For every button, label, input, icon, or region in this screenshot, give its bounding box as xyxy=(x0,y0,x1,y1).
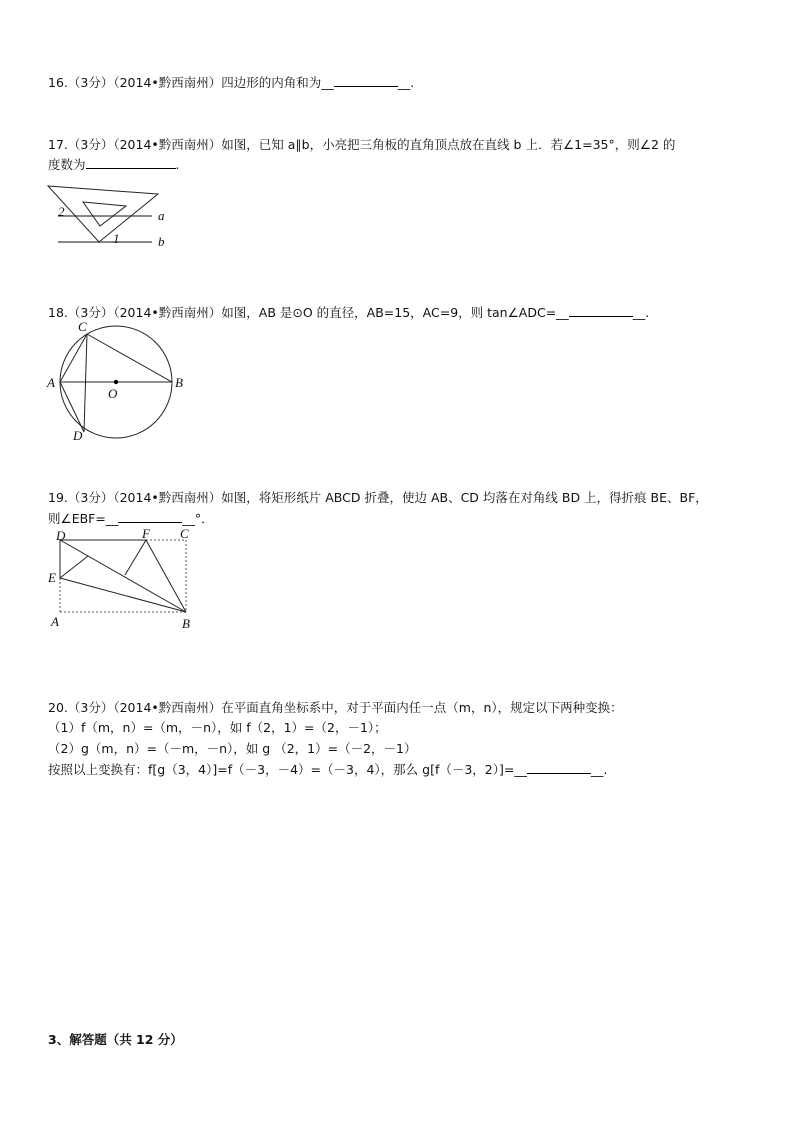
label-angle2: 2 xyxy=(58,204,65,219)
label-E: E xyxy=(48,570,56,585)
question-text: __°． xyxy=(182,511,214,526)
question-20-line2: （1）f（m，n）=（m，－n），如 f（2，1）=（2，－1）； xyxy=(48,720,387,735)
question-text: 按照以上变换有：f[g（3，4）]=f（－3，－4）=（－3，4），那么 g[f（－3，2）]=__ xyxy=(48,762,527,777)
label-angle1: 1 xyxy=(113,231,120,246)
question-text: 18.（3分）（2014•黔西南州）如图，AB 是⊙O 的直径，AB=15，AC=9，则 tan∠ADC=__ xyxy=(48,305,569,320)
question-20-line4 xyxy=(48,760,607,778)
label-B: B xyxy=(175,375,183,390)
question-16 xyxy=(48,73,414,91)
label-C: C xyxy=(180,526,189,541)
section-heading: 3、解答题（共 12 分） xyxy=(48,1032,183,1047)
question-17-line2 xyxy=(48,155,180,173)
answer-blank[interactable] xyxy=(527,761,591,774)
label-A: A xyxy=(47,375,55,390)
label-line-b: b xyxy=(158,234,165,249)
question-18 xyxy=(48,303,649,321)
question-text: . xyxy=(175,157,180,172)
question-text: 16.（3分）（2014•黔西南州）四边形的内角和为__ xyxy=(48,75,334,90)
answer-blank[interactable] xyxy=(86,156,176,169)
question-20: 20.（3分）（2014•黔西南州）在平面直角坐标系中，对于平面内任一点（m，n），规定以下两种变换： xyxy=(48,700,623,715)
question-text: __. xyxy=(397,75,415,90)
label-A: A xyxy=(51,614,59,629)
question-19: 19.（3分）（2014•黔西南州）如图，将矩形纸片 ABCD 折叠，使边 AB、CD 均落在对角线 BD 上，得折痕 BE、BF， xyxy=(48,490,708,505)
question-20-line3: （2）g（m，n）=（－m，－n），如 g （2，1）=（－2，－1） xyxy=(48,741,417,756)
label-C: C xyxy=(78,319,87,334)
question-text: 则∠EBF=__ xyxy=(48,511,119,526)
question-19-line2 xyxy=(48,509,214,527)
question-17: 17.（3分）（2014•黔西南州）如图，已知 a∥b，小亮把三角板的直角顶点放在直线 b 上．若∠1=35°，则∠2 的 xyxy=(48,137,676,152)
answer-blank[interactable] xyxy=(334,74,398,87)
label-line-a: a xyxy=(158,208,165,223)
question-text: __. xyxy=(590,762,608,777)
label-B: B xyxy=(182,616,190,631)
answer-blank[interactable] xyxy=(118,510,182,523)
answer-blank[interactable] xyxy=(569,304,633,317)
question-text: __. xyxy=(632,305,650,320)
label-D: D xyxy=(56,528,66,543)
label-F: F xyxy=(142,526,150,541)
question-text: 度数为 xyxy=(48,157,86,172)
label-D: D xyxy=(73,428,83,443)
label-O: O xyxy=(108,386,118,401)
